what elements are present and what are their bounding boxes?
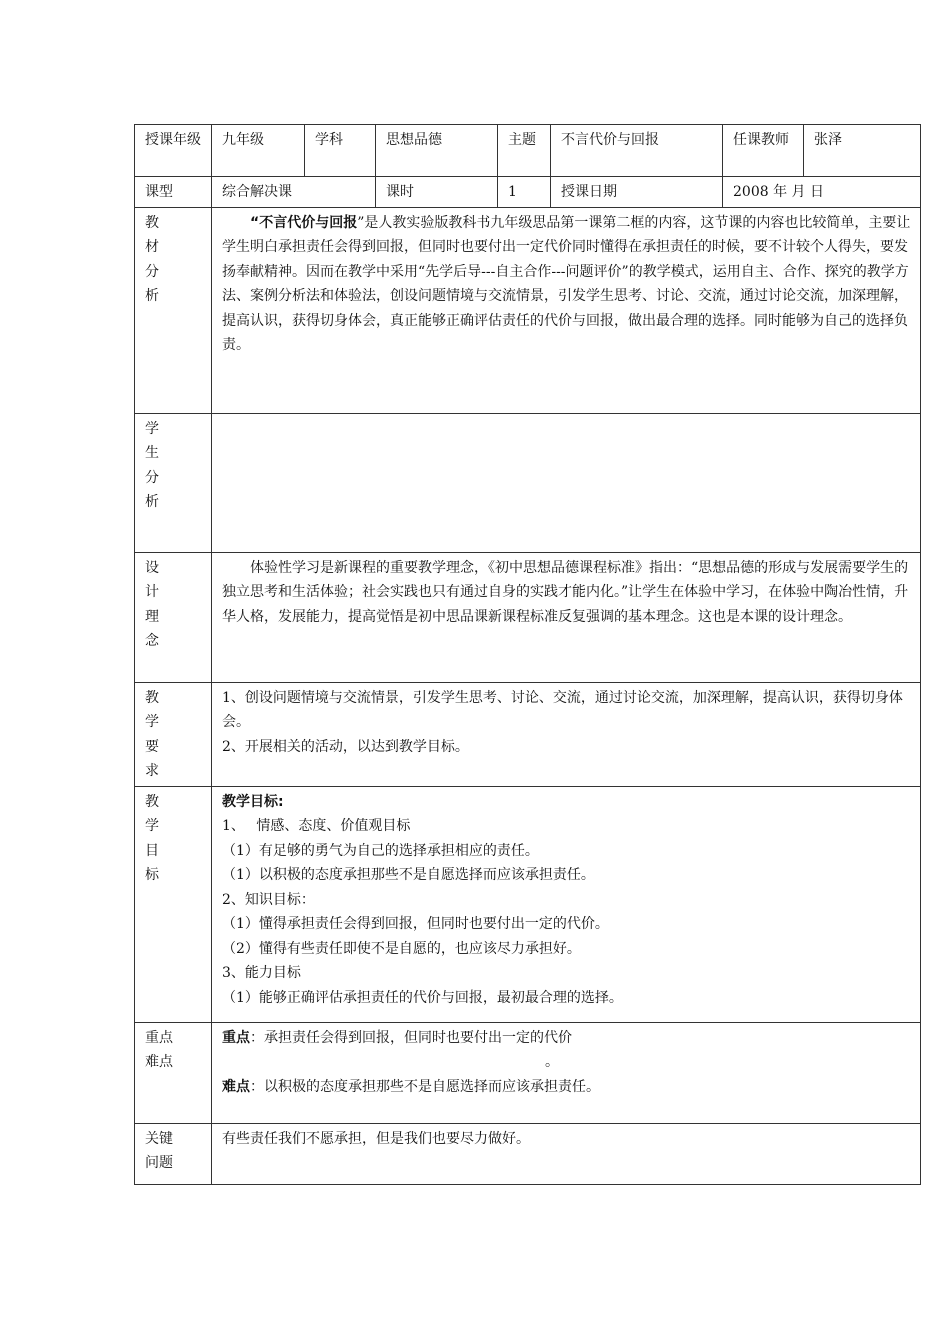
objective-line: 3、能力目标 bbox=[222, 965, 301, 981]
subject-label: 学科 bbox=[305, 125, 376, 177]
type-label: 课型 bbox=[135, 177, 212, 208]
hours-value: 1 bbox=[498, 177, 551, 208]
material-title: “不言代价与回报 bbox=[250, 214, 358, 231]
objective-line: （1）能够正确评估承担责任的代价与回报，最初最合理的选择。 bbox=[222, 989, 623, 1006]
type-value: 综合解决课 bbox=[212, 177, 376, 208]
objectives-heading: 教学目标: bbox=[222, 793, 284, 810]
key-point-line bbox=[222, 1026, 912, 1051]
material-analysis-row bbox=[135, 207, 921, 413]
header-row-1 bbox=[135, 125, 921, 177]
objective-line: （1）懂得承担责任会得到回报，但同时也要付出一定的代价。 bbox=[222, 916, 609, 932]
student-analysis-row bbox=[135, 413, 921, 552]
key-point-text: ：承担责任会得到回报，但同时也要付出一定的代价 bbox=[250, 1029, 572, 1046]
material-analysis-content bbox=[212, 207, 921, 413]
date-value: 2008 年 月 日 bbox=[723, 177, 921, 208]
teaching-objectives-label: 教 学 目 标 bbox=[135, 786, 212, 1022]
header-row-2 bbox=[135, 177, 921, 208]
topic-value: 不言代价与回报 bbox=[551, 125, 723, 177]
key-point-period: 。 bbox=[545, 1054, 559, 1070]
teacher-value: 张泽 bbox=[804, 125, 921, 177]
grade-value: 九年级 bbox=[212, 125, 305, 177]
design-concept-content bbox=[212, 552, 921, 682]
teaching-requirements-content bbox=[212, 682, 921, 786]
difficult-point-text: ：以积极的态度承担那些不是自愿选择而应该承担责任。 bbox=[250, 1078, 600, 1095]
material-analysis-label: 教 材 分 析 bbox=[135, 207, 212, 413]
key-difficult-content bbox=[212, 1022, 921, 1123]
grade-label: 授课年级 bbox=[135, 125, 212, 177]
objective-line: （1）有足够的勇气为自己的选择承担相应的责任。 bbox=[222, 842, 539, 859]
design-concept-row bbox=[135, 552, 921, 682]
subject-value: 思想品德 bbox=[376, 125, 498, 177]
design-concept-text: 体验性学习是新课程的重要教学理念，《初中思想品德课程标准》指出：“思想品德的形成与发展需要学生的独立思考和生活体验；社会实践也只有通过自身的实践才能内化。”让学生在体验中学习，在体验中陶冶性情，升华人格，发展能力，提高觉悟是初中思品课新课程标准反复强调的基本理念。这也是本课的设计理念。 bbox=[222, 559, 909, 625]
key-difficult-row bbox=[135, 1022, 921, 1123]
key-difficult-label: 重点 难点 bbox=[135, 1022, 212, 1123]
lesson-plan-table bbox=[134, 124, 921, 1185]
topic-label: 主题 bbox=[498, 125, 551, 177]
design-concept-label: 设 计 理 念 bbox=[135, 552, 212, 682]
requirement-item: 1、创设问题情境与交流情景，引发学生思考、讨论、交流，通过讨论交流，加深理解，提高认识，获得切身体会。 bbox=[222, 689, 903, 730]
key-question-row bbox=[135, 1123, 921, 1184]
teaching-requirements-label: 教 学 要 求 bbox=[135, 682, 212, 786]
key-question-content: 有些责任我们不愿承担，但是我们也要尽力做好。 bbox=[212, 1123, 921, 1184]
key-question-label: 关键 问题 bbox=[135, 1123, 212, 1184]
difficult-point-line bbox=[222, 1075, 912, 1100]
key-point-label: 重点 bbox=[222, 1029, 250, 1046]
teaching-requirements-row bbox=[135, 682, 921, 786]
objective-line: （2）懂得有些责任即使不是自愿的，也应该尽力承担好。 bbox=[222, 940, 581, 957]
teaching-objectives-row bbox=[135, 786, 921, 1022]
hours-label: 课时 bbox=[376, 177, 498, 208]
teaching-objectives-content bbox=[212, 786, 921, 1022]
date-label: 授课日期 bbox=[551, 177, 723, 208]
difficult-point-label: 难点 bbox=[222, 1078, 250, 1095]
teacher-label: 任课教师 bbox=[723, 125, 804, 177]
objective-line: 1、 情感、态度、价值观目标 bbox=[222, 818, 411, 834]
requirement-item: 2、开展相关的活动，以达到教学目标。 bbox=[222, 738, 469, 755]
student-analysis-content bbox=[212, 413, 921, 552]
material-text: ”是人教实验版教科书九年级思品第一课第二框的内容，这节课的内容也比较简单，主要让学生明白承担责任会得到回报，但同时也要付出一定代价同时懂得在承担责任的时候，要不计较个人得失，要发扬奉献精神。因而在教学中采用“先学后导---自主合作---问题评价”的教学模式，运用自主、合作、探究的教学方法、案例分析法和体验法，创设问题情境与交流情景，引发学生思考、讨论、交流，通过讨论交流，加深理解，提高认识，获得切身体会，真正能够正确评估责任的代价与回报，做出最合理的选择。同时能够为自己的选择负责。 bbox=[222, 214, 911, 353]
objective-line: （1）以积极的态度承担那些不是自愿选择而应该承担责任。 bbox=[222, 867, 595, 883]
objective-line: 2、知识目标： bbox=[222, 891, 315, 908]
student-analysis-label: 学 生 分 析 bbox=[135, 413, 212, 552]
